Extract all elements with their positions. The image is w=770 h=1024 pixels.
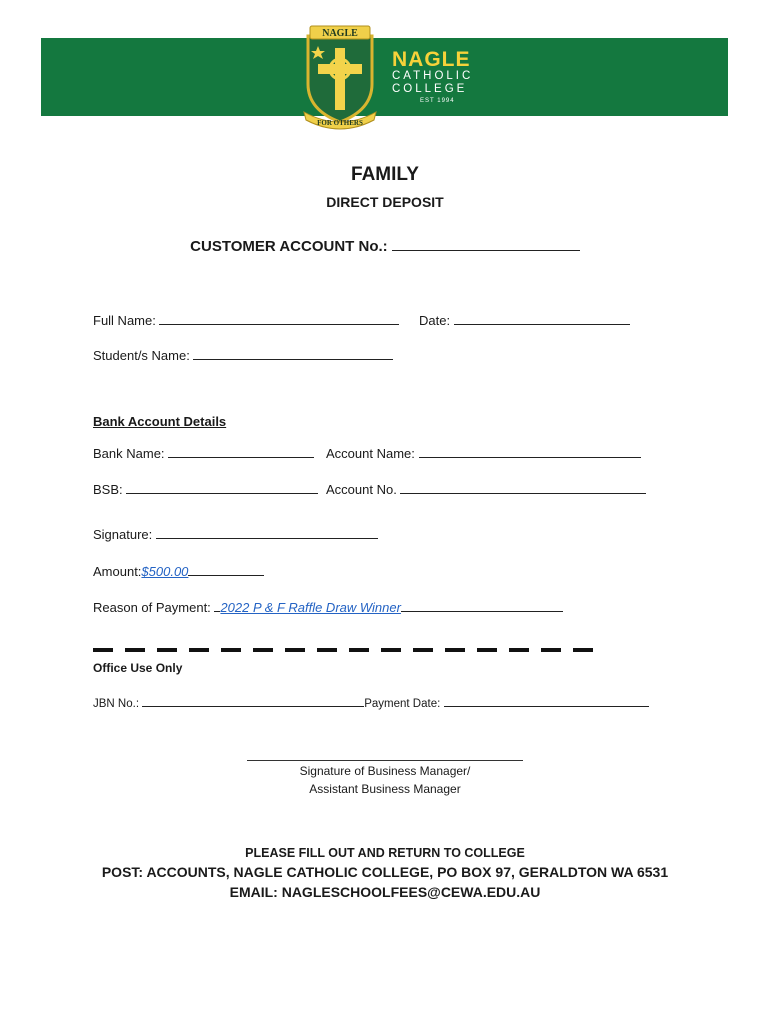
date-label: Date: — [419, 313, 451, 328]
crest-banner-text: NAGLE — [322, 28, 358, 39]
business-manager-signature-line[interactable] — [247, 760, 523, 761]
customer-account-label: CUSTOMER ACCOUNT No.: — [190, 238, 388, 255]
amount-value[interactable]: $500.00 — [141, 564, 189, 579]
form-title: FAMILY — [351, 164, 419, 185]
full-name-field[interactable] — [93, 311, 399, 328]
payment-date-blank[interactable] — [444, 695, 649, 707]
jbn-blank[interactable] — [142, 695, 364, 707]
bsb-field[interactable] — [93, 480, 318, 497]
customer-account-field[interactable] — [0, 237, 770, 255]
form-subtitle: DIRECT DEPOSIT — [326, 194, 444, 210]
account-name-label: Account Name: — [326, 446, 415, 461]
account-no-label: Account No. — [326, 482, 397, 497]
college-established: EST 1994 — [420, 98, 455, 104]
full-name-label: Full Name: — [93, 313, 156, 328]
amount-blank[interactable] — [188, 562, 264, 576]
jbn-field[interactable] — [93, 695, 649, 710]
account-name-field[interactable] — [326, 444, 641, 461]
reason-value[interactable]: 2022 P & F Raffle Draw Winner — [220, 600, 401, 615]
college-name-line1: NAGLE — [392, 48, 471, 71]
reason-label: Reason of Payment: — [93, 600, 211, 615]
signature-blank[interactable] — [156, 525, 378, 539]
email-address: EMAIL: NAGLESCHOOLFEES@CEWA.EDU.AU — [229, 884, 541, 900]
reason-blank[interactable] — [401, 598, 563, 612]
payment-date-label: Payment Date: — [364, 698, 441, 710]
return-instructions: PLEASE FILL OUT AND RETURN TO COLLEGE — [245, 846, 525, 860]
amount-field[interactable] — [93, 562, 264, 579]
bsb-label: BSB: — [93, 482, 123, 497]
students-name-blank[interactable] — [193, 346, 393, 360]
date-field[interactable] — [419, 311, 630, 328]
college-crest-logo — [298, 22, 382, 130]
bank-name-label: Bank Name: — [93, 446, 165, 461]
college-name-block — [392, 50, 473, 104]
account-no-blank[interactable] — [400, 480, 646, 494]
bsb-blank[interactable] — [126, 480, 318, 494]
bank-details-heading: Bank Account Details — [93, 414, 227, 429]
reason-field[interactable] — [93, 598, 563, 615]
signature-label: Signature: — [93, 527, 153, 542]
bank-name-field[interactable] — [93, 444, 314, 461]
office-use-heading: Office Use Only — [93, 661, 183, 675]
signature-caption-line2: Assistant Business Manager — [309, 782, 461, 796]
jbn-label: JBN No.: — [93, 698, 140, 710]
crest-motto-text: FOR OTHERS — [317, 119, 363, 127]
cut-line-divider — [93, 648, 598, 652]
signature-field[interactable] — [93, 525, 378, 542]
college-name-line2: CATHOLIC — [392, 70, 474, 82]
account-name-blank[interactable] — [419, 444, 641, 458]
account-no-field[interactable] — [326, 480, 646, 497]
students-name-label: Student/s Name: — [93, 348, 190, 363]
full-name-blank[interactable] — [159, 311, 399, 325]
students-name-field[interactable] — [93, 346, 393, 363]
bank-name-blank[interactable] — [168, 444, 314, 458]
college-name-line3: COLLEGE — [392, 83, 468, 95]
header-banner — [41, 38, 728, 116]
date-blank[interactable] — [454, 311, 630, 325]
postal-address: POST: ACCOUNTS, NAGLE CATHOLIC COLLEGE, PO BOX 97, GERALDTON WA 6531 — [101, 864, 669, 880]
customer-account-blank[interactable] — [392, 237, 580, 251]
amount-label: Amount: — [93, 564, 142, 579]
signature-caption-line1: Signature of Business Manager/ — [299, 764, 471, 778]
